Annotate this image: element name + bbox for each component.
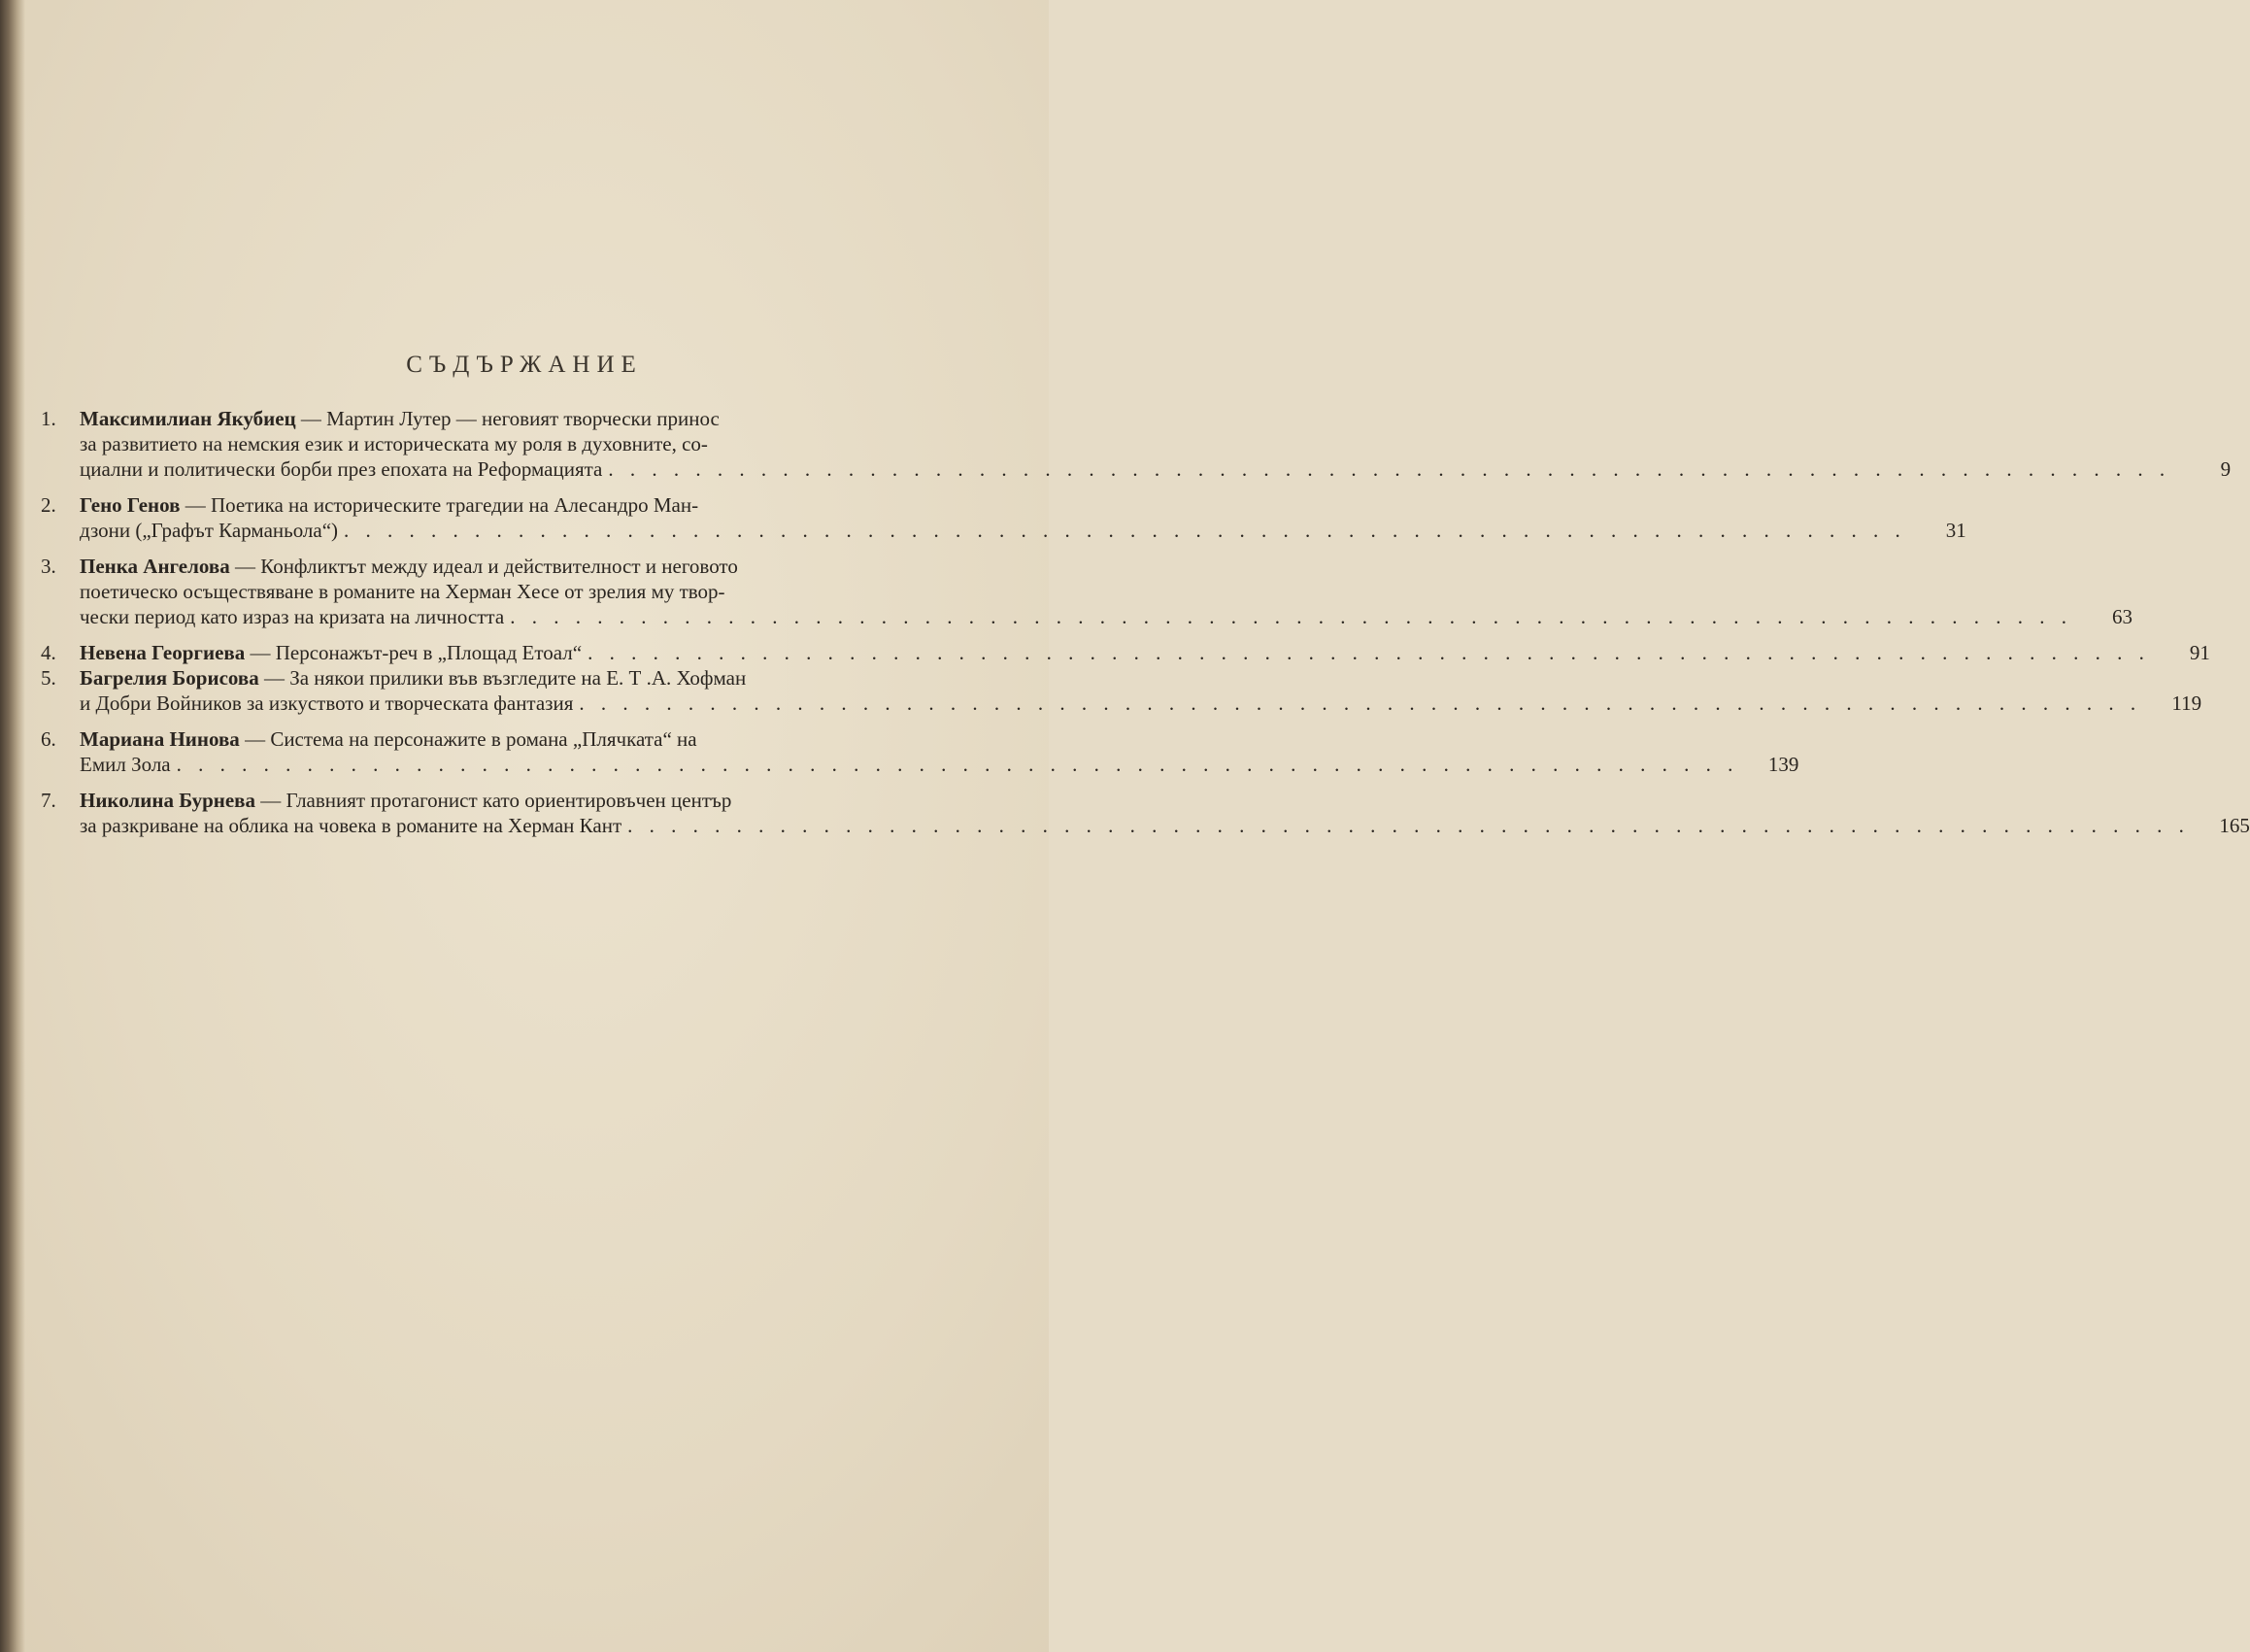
entry-number: 6.	[41, 727, 56, 751]
dot-leader	[582, 640, 2150, 665]
entry-title-line: за разкриване на облика на човека в романите на Херман Кант	[80, 814, 622, 837]
entry-title-line: поетическо осъществяване в романите на Херман Хесе от зрелия му твор-	[80, 580, 725, 603]
entry-number: 2.	[41, 493, 56, 517]
dot-leader	[621, 813, 2190, 838]
toc-entry-7[interactable]	[41, 788, 2250, 838]
entry-page-number: 63	[2111, 605, 2132, 628]
entry-author: Николина Бурнева	[80, 789, 256, 812]
entry-title-line: циални и политически борби през епохата на Реформацията	[80, 457, 603, 481]
entry-page-number: 31	[1945, 519, 1966, 542]
entry-title-line: — За някои прилики във възгледите на Е. Т .А. Хофман	[263, 666, 747, 690]
entry-author: Мариана Нинова	[80, 727, 240, 751]
table-of-contents	[41, 406, 2250, 849]
entry-number: 7.	[41, 789, 56, 812]
entry-title-line: за развитието на немския език и историческата му роля в духовните, со-	[80, 432, 708, 455]
page-title: СЪДЪРЖАНИЕ	[406, 352, 643, 378]
entry-author: Максимилиан Якубиец	[80, 407, 296, 430]
entry-page-number: 91	[2189, 641, 2210, 664]
toc-entry-1[interactable]	[41, 406, 2232, 482]
entry-author: Пенка Ангелова	[80, 555, 230, 578]
entry-author: Невена Георгиева	[80, 641, 246, 664]
dot-leader	[602, 456, 2170, 482]
entry-title-line: — Конфликтът между идеал и действителност и неговото	[234, 555, 738, 578]
entry-title-line: — Мартин Лутер — неговият творчески принос	[300, 407, 720, 430]
entry-number: 3.	[41, 555, 56, 578]
toc-entry-6[interactable]	[41, 726, 1799, 777]
entry-number: 1.	[41, 407, 56, 430]
entry-page-number: 165	[2219, 814, 2250, 837]
entry-title-line: — Персонажът-реч в „Площад Етоал“	[250, 641, 583, 664]
entry-title-line: — Система на персонажите в романа „Плячката“ на	[245, 727, 697, 751]
toc-entry-5[interactable]	[41, 665, 2202, 716]
entry-title-line: Емил Зола	[80, 753, 171, 776]
toc-entry-4[interactable]	[41, 640, 2210, 665]
dot-leader	[338, 518, 1906, 543]
entry-page-number: 119	[2171, 691, 2202, 715]
entry-title-line: — Поетика на историческите трагедии на Алесандро Ман-	[185, 493, 699, 517]
dot-leader	[171, 752, 1739, 777]
toc-entry-3[interactable]	[41, 554, 2132, 629]
entry-title-line: дзони („Графът Карманьола“)	[80, 519, 339, 542]
entry-title-line: — Главният протагонист като ориентировъчен център	[260, 789, 732, 812]
entry-author: Гено Генов	[80, 493, 181, 517]
entry-title-line: чески период като израз на кризата на личността	[80, 605, 505, 628]
toc-entry-2[interactable]	[41, 492, 1966, 543]
dot-leader	[573, 691, 2141, 716]
dot-leader	[504, 604, 2072, 629]
entry-page-number: 139	[1767, 753, 1799, 776]
entry-page-number: 9	[2220, 457, 2232, 481]
book-spine-shadow	[0, 0, 25, 1652]
entry-author: Багрелия Борисова	[80, 666, 259, 690]
entry-number: 4.	[41, 641, 56, 664]
entry-title-line: и Добри Войников за изкуството и творческата фантазия	[80, 691, 574, 715]
entry-number: 5.	[41, 666, 56, 690]
